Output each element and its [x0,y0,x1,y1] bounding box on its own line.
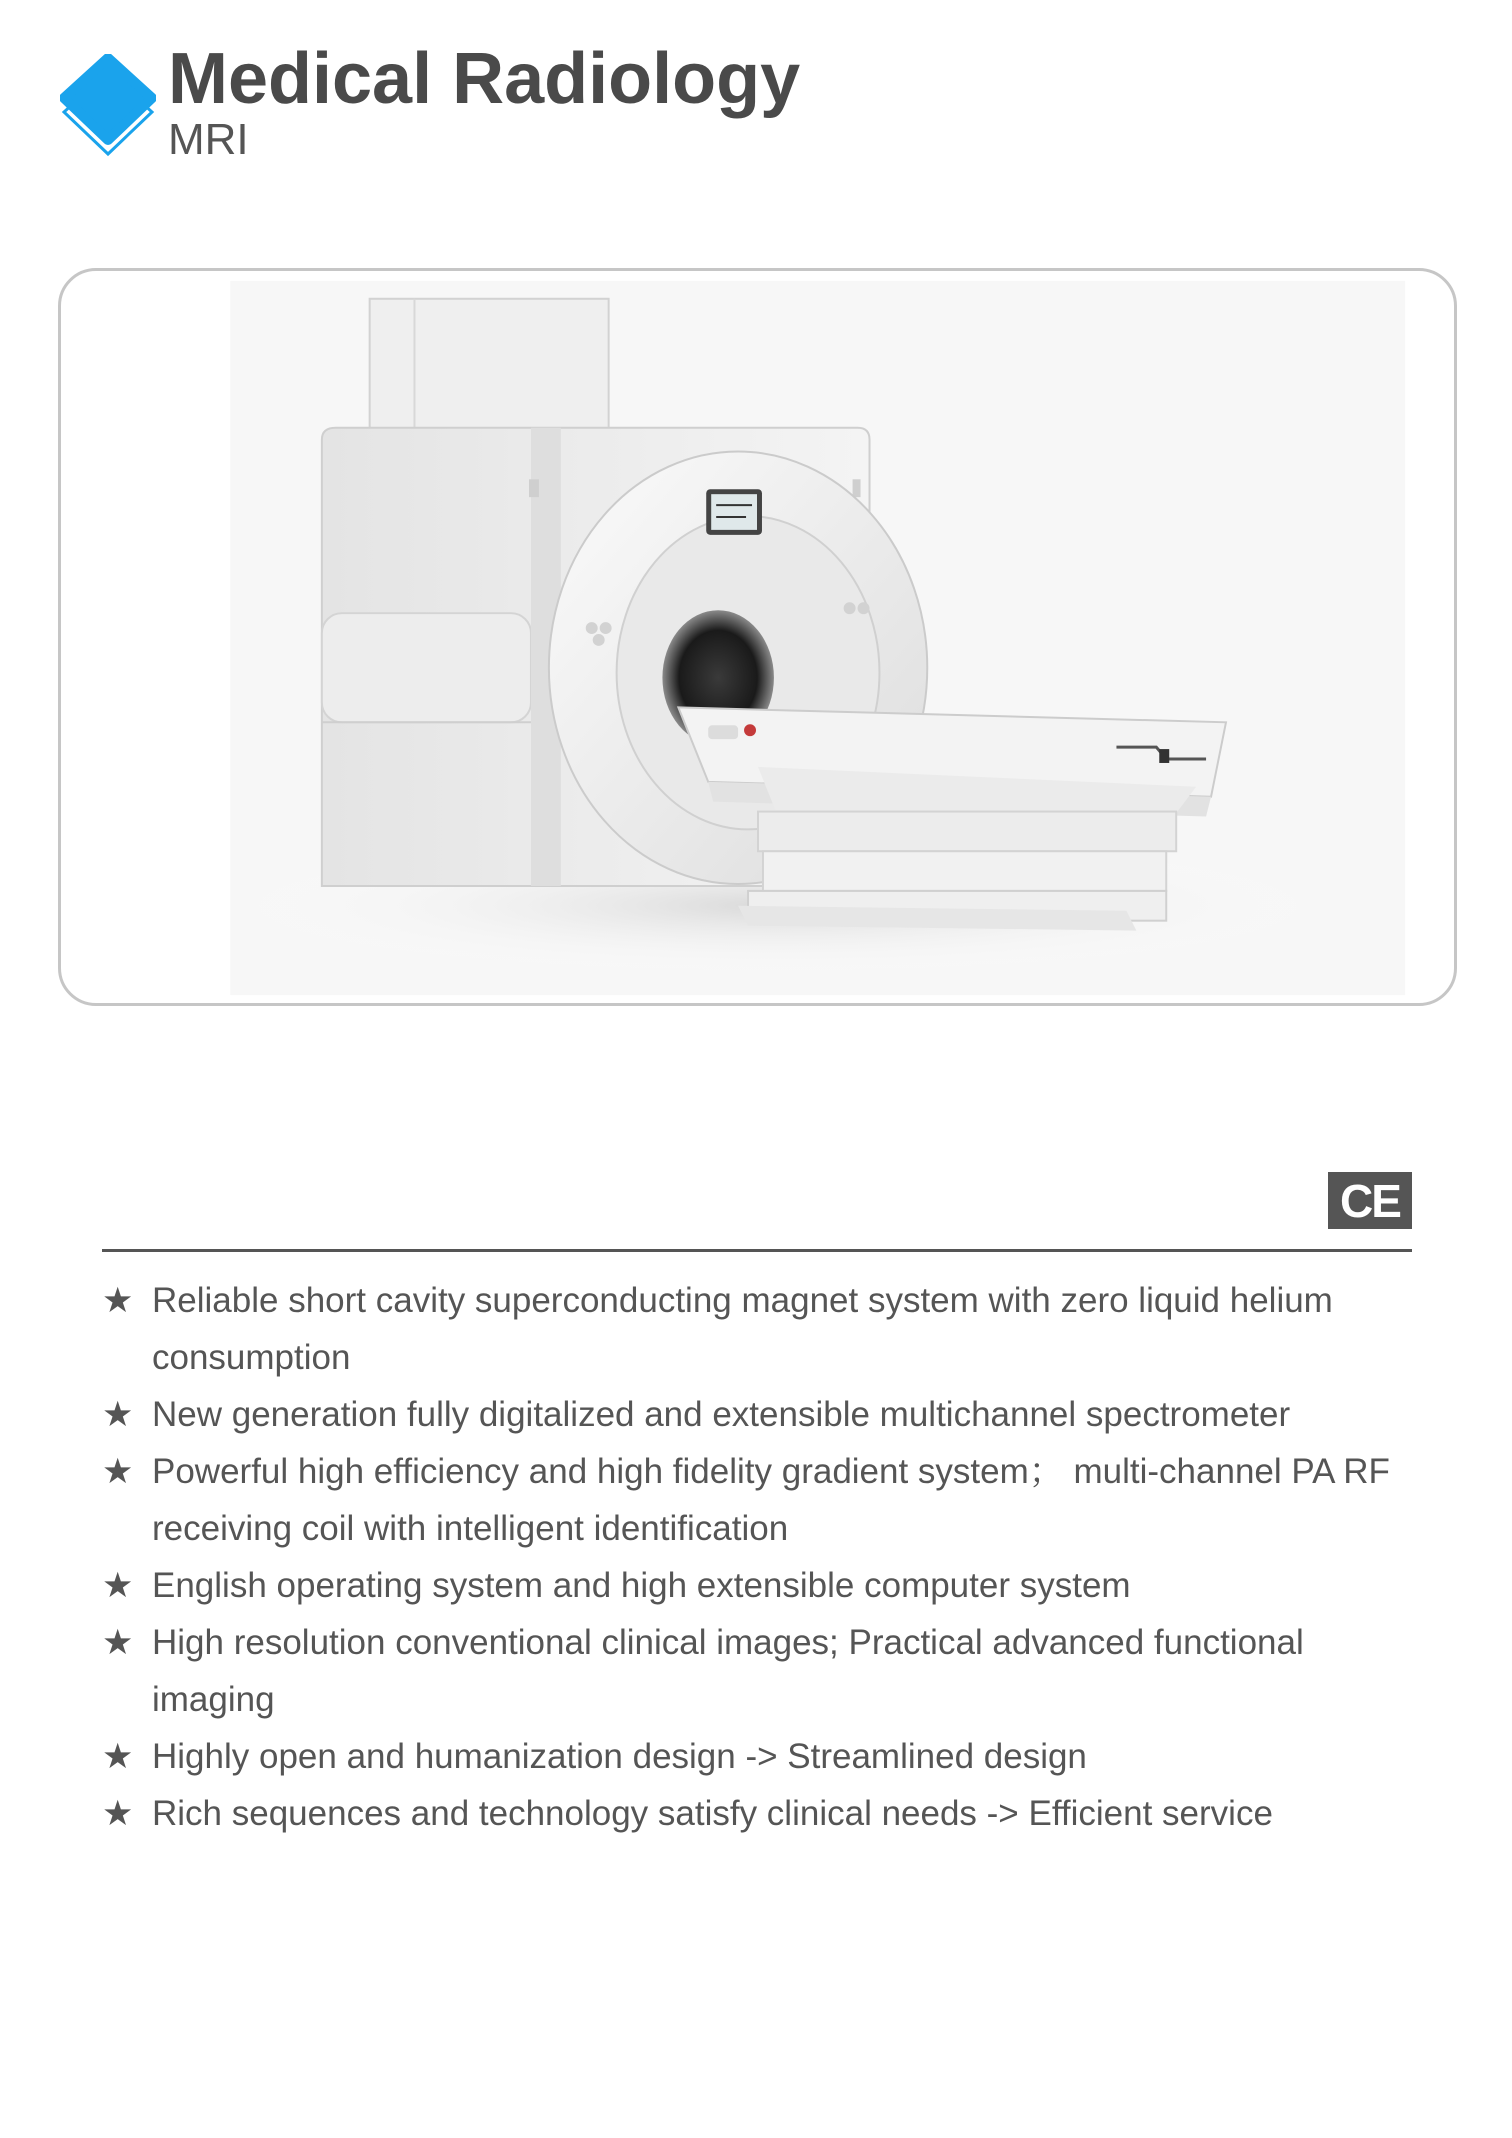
feature-text: Rich sequences and technology satisfy clinical needs -> Efficient service [152,1794,1273,1833]
blue-diamond-logo-icon [60,54,156,164]
ce-mark-label: CE [1340,1174,1400,1227]
star-icon: ★ [102,1395,134,1434]
mri-scanner-image [61,271,1454,1003]
product-photo-frame [58,268,1457,1006]
feature-item [102,1614,1422,1728]
feature-text: Powerful high efficiency and high fidelity gradient system； multi-channel PA RF receiving coil with intelligent identification [152,1452,1390,1548]
feature-item [102,1557,1422,1614]
star-icon: ★ [102,1623,134,1662]
ce-mark-icon [1328,1172,1412,1229]
feature-item [102,1386,1422,1443]
feature-item [102,1272,1422,1386]
feature-text: Highly open and humanization design -> Streamlined design [152,1737,1087,1776]
feature-item [102,1785,1422,1842]
feature-text: New generation fully digitalized and extensible multichannel spectrometer [152,1395,1291,1434]
section-divider [102,1249,1412,1252]
star-icon: ★ [102,1452,134,1491]
star-icon: ★ [102,1566,134,1605]
feature-list [102,1272,1422,1842]
page-subtitle: MRI [168,115,249,164]
feature-text: High resolution conventional clinical images; Practical advanced functional imaging [152,1623,1304,1719]
feature-text: Reliable short cavity superconducting magnet system with zero liquid helium consumption [152,1281,1333,1377]
feature-text: English operating system and high extensible computer system [152,1566,1131,1605]
star-icon: ★ [102,1281,134,1320]
feature-item [102,1728,1422,1785]
star-icon: ★ [102,1794,134,1833]
feature-item [102,1443,1422,1557]
page-title: Medical Radiology [168,39,801,119]
page-header [60,40,960,170]
star-icon: ★ [102,1737,134,1776]
